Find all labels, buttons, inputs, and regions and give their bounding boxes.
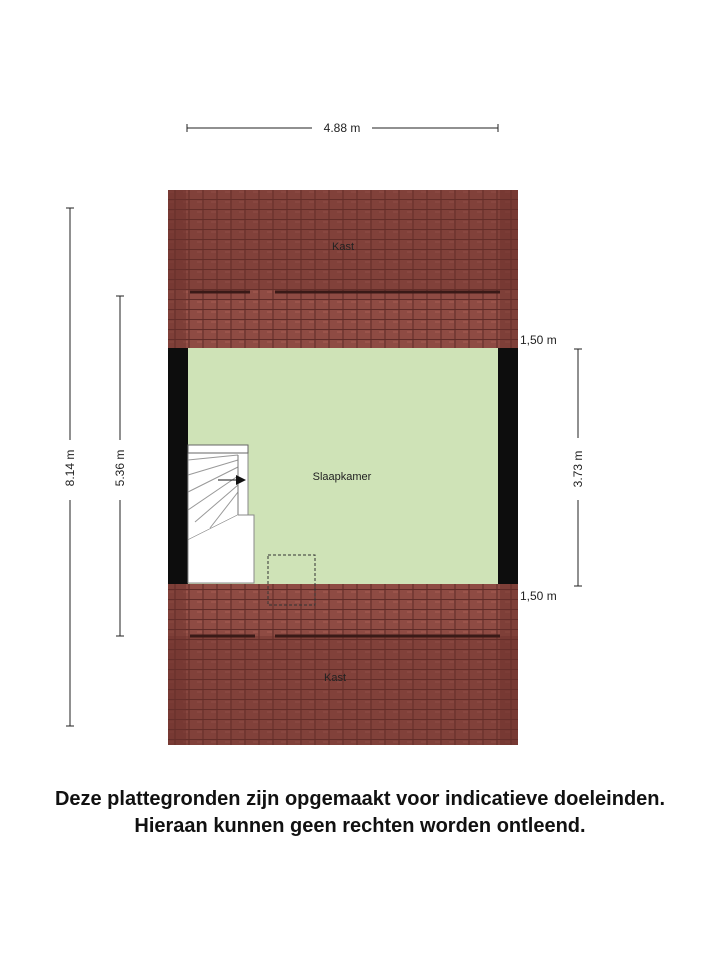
right-wall: [498, 348, 518, 584]
disclaimer-line-2: Hieraan kunnen geen rechten worden ontleend.: [134, 815, 586, 837]
left-wall: [168, 348, 188, 584]
lower-roof-zone: [168, 583, 518, 745]
dimension-top-width: [187, 121, 498, 135]
upper-storage-label: Kast: [331, 241, 355, 253]
upper-slope-label: 1,50 m: [520, 333, 557, 347]
dimension-inner-height: [113, 296, 127, 636]
dimension-room-depth: [571, 349, 585, 586]
lower-slope-label: 1,50 m: [520, 589, 557, 603]
width-label: 4.88 m: [323, 121, 361, 135]
room-depth-label: 3.73 m: [571, 450, 585, 488]
upper-roof-zone: [168, 190, 518, 348]
outer-height-label: 8.14 m: [63, 449, 77, 487]
disclaimer-line-1: Deze plattegronden zijn opgemaakt voor indicatieve doeleinden.: [54, 788, 666, 810]
lower-storage-shade: [168, 636, 518, 745]
lower-storage-label: Kast: [323, 672, 347, 684]
dimension-outer-height: [63, 208, 77, 726]
staircase: [188, 445, 254, 583]
bedroom-label: Slaapkamer: [312, 471, 372, 483]
inner-height-label: 5.36 m: [113, 449, 127, 487]
upper-storage-shade: [168, 190, 518, 290]
